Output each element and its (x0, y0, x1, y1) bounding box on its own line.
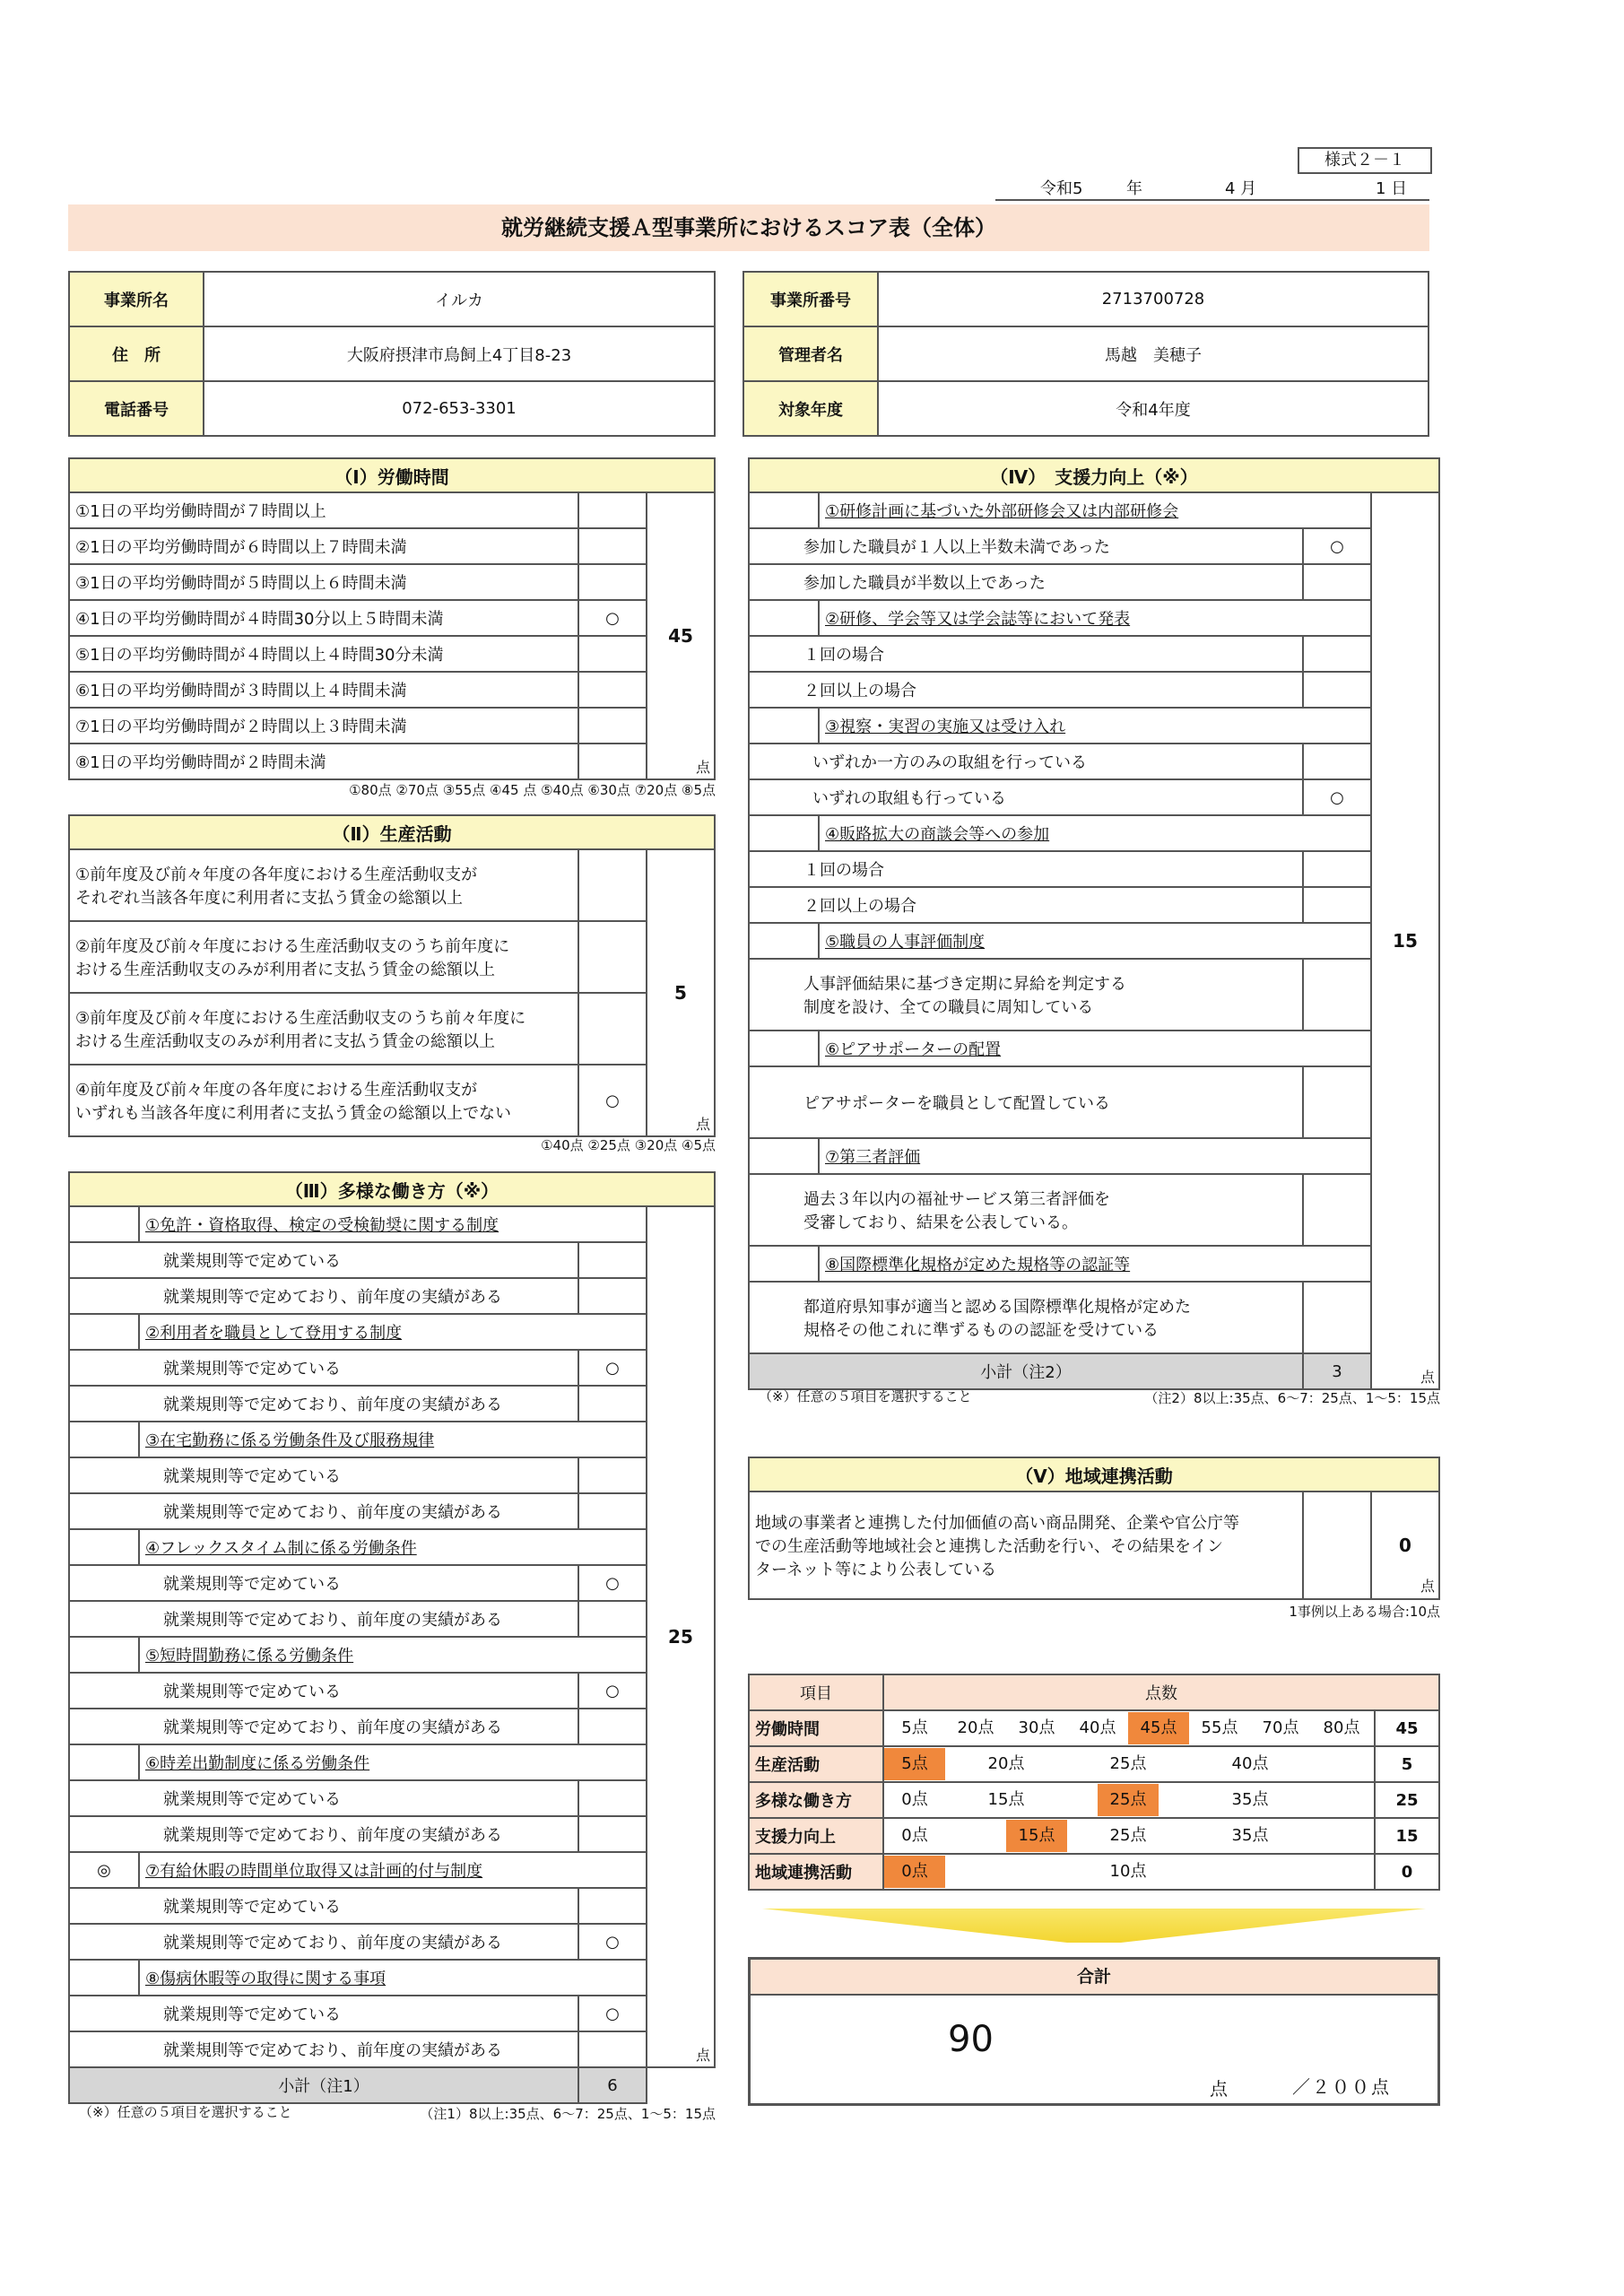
criteria-line: 規格その他これに準ずるものの認証を受けている (803, 1321, 1159, 1340)
section-note-left: （※）任意の５項目を選択すること (759, 1388, 972, 1405)
summary-option: 20点 (957, 1718, 994, 1737)
criteria-row (749, 959, 1303, 1031)
check-mark (1303, 1492, 1371, 1599)
total-value: 90 (948, 2019, 994, 2060)
section-note: ①40点 ②25点 ③20点 ④5点 (541, 1137, 716, 1153)
facility-number: 2713700728 (878, 272, 1429, 326)
info-label: 電話番号 (69, 381, 204, 436)
criteria-row: 就業規則等で定めており、前年度の実績がある (69, 1709, 578, 1744)
criteria-row: 就業規則等で定めている (69, 1565, 578, 1601)
check-mark (578, 1888, 647, 1924)
check-mark: ○ (578, 1065, 647, 1136)
section-note: ①80点 ②70点 ③55点 ④45 点 ⑤40点 ⑥30点 ⑦20点 ⑧5点 (349, 782, 716, 798)
total-unit: 点 (1210, 2078, 1228, 2100)
check-mark (1303, 636, 1371, 672)
criteria-row: 就業規則等で定めている (69, 1673, 578, 1709)
criteria-row: 就業規則等で定めている (69, 1780, 578, 1816)
criteria-row (749, 1492, 1303, 1599)
score-value: 5 (674, 982, 687, 1004)
criteria-line: いずれも当該各年度に利用者に支払う賃金の総額以上でない (75, 1104, 511, 1123)
criteria-line: での生産活動等地域社会と連携した活動を行い、その結果をイン (755, 1537, 1223, 1556)
date-line (995, 176, 1429, 201)
criteria-line: 制度を設け、全ての職員に周知している (803, 998, 1094, 1017)
criteria-row: 就業規則等で定めている (69, 1996, 578, 2031)
summary-option: 25点 (1109, 1754, 1147, 1773)
criteria-row: ⑧1日の平均労働時間が２時間未満 (69, 744, 578, 779)
section-working-hours (68, 457, 716, 780)
group-heading: ②利用者を職員として登用する制度 (139, 1314, 647, 1350)
criteria-row: 就業規則等で定めており、前年度の実績がある (69, 1601, 578, 1637)
section-note-right: （注2）8以上:35点、6～7：25点、1～5：15点 (1144, 1390, 1440, 1406)
summary-option-selected: 15点 (1006, 1820, 1067, 1852)
date-month: 4 月 (1225, 179, 1257, 198)
facility-phone: 072-653-3301 (204, 381, 715, 436)
check-mark (1303, 959, 1371, 1031)
group-heading: ③視察・実習の実施又は受け入れ (819, 708, 1371, 744)
criteria-line: ④前年度及び前々年度の各年度における生産活動収支が (75, 1081, 478, 1100)
subtotal-value: 3 (1303, 1353, 1371, 1389)
score-value: 15 (1393, 930, 1418, 952)
summary-total: 0 (1375, 1854, 1439, 1890)
summary-total: 5 (1375, 1746, 1439, 1782)
criteria-row: ２回以上の場合 (749, 887, 1303, 923)
criteria-row: ピアサポーターを職員として配置している (749, 1066, 1303, 1138)
check-mark: ○ (578, 1350, 647, 1386)
date-day: 1 日 (1376, 179, 1408, 198)
check-mark (578, 1780, 647, 1816)
criteria-line: ターネット等により公表している (755, 1561, 997, 1579)
summary-option-selected: 5点 (884, 1748, 945, 1780)
form-number: 様式２－１ (1298, 147, 1432, 174)
criteria-line: 受審しており、結果を公表している。 (803, 1213, 1078, 1232)
criteria-row: ⑥1日の平均労働時間が３時間以上４時間未満 (69, 672, 578, 708)
section-score (647, 1206, 715, 2067)
check-mark (578, 2031, 647, 2067)
info-label: 事業所番号 (743, 272, 878, 326)
criteria-line: ③前年度及び前々年度における生産活動収支のうち前々年度に (75, 1009, 526, 1028)
check-mark (1303, 564, 1371, 600)
facility-info-left (68, 271, 716, 437)
criteria-line: それぞれ当該各年度に利用者に支払う賃金の総額以上 (75, 889, 463, 908)
criteria-row: 就業規則等で定めている (69, 1242, 578, 1278)
score-value: 0 (1399, 1535, 1411, 1556)
group-heading: ⑧傷病休暇等の取得に関する事項 (139, 1960, 647, 1996)
criteria-row: １回の場合 (749, 636, 1303, 672)
summary-option: 0点 (901, 1826, 928, 1845)
check-mark (578, 708, 647, 744)
criteria-row: 就業規則等で定めている (69, 1457, 578, 1493)
score-value: 25 (668, 1626, 693, 1648)
info-label: 住 所 (69, 326, 204, 381)
summary-header-item: 項目 (749, 1674, 883, 1710)
group-heading: ②研修、学会等又は学会誌等において発表 (819, 600, 1371, 636)
section-support-capability (748, 457, 1440, 1390)
criteria-row (749, 1282, 1303, 1353)
summary-label: 労働時間 (749, 1710, 883, 1746)
section-diverse-work (68, 1171, 716, 2104)
criteria-row (749, 1174, 1303, 1246)
criteria-row: ２回以上の場合 (749, 672, 1303, 708)
check-mark (578, 492, 647, 528)
criteria-line: ①前年度及び前々年度の各年度における生産活動収支が (75, 865, 478, 884)
score-unit: 点 (695, 2047, 710, 2064)
check-mark (578, 528, 647, 564)
section-score (1371, 1492, 1439, 1599)
summary-options (883, 1818, 1375, 1854)
summary-options (883, 1854, 1375, 1890)
group-heading: ④フレックスタイム制に係る労働条件 (139, 1529, 647, 1565)
select-mark (69, 1637, 139, 1673)
check-mark (578, 672, 647, 708)
summary-total: 15 (1375, 1818, 1439, 1854)
summary-label: 生産活動 (749, 1746, 883, 1782)
check-mark (578, 564, 647, 600)
criteria-row: ③1日の平均労働時間が５時間以上６時間未満 (69, 564, 578, 600)
check-mark: ○ (578, 1673, 647, 1709)
check-mark (1303, 887, 1371, 923)
criteria-line: 都道府県知事が適当と認める国際標準化規格が定めた (803, 1298, 1191, 1317)
check-mark (578, 1601, 647, 1637)
section-title: （Ⅳ） 支援力向上（※） (749, 458, 1439, 492)
group-heading: ③在宅勤務に係る労働条件及び服務規律 (139, 1422, 647, 1457)
summary-total: 45 (1375, 1710, 1439, 1746)
group-heading: ⑤短時間勤務に係る労働条件 (139, 1637, 647, 1673)
total-box (748, 1957, 1440, 2106)
select-mark (69, 1422, 139, 1457)
summary-label: 地域連携活動 (749, 1854, 883, 1890)
check-mark (578, 993, 647, 1065)
summary-option-selected: 0点 (884, 1856, 945, 1888)
criteria-row: 就業規則等で定めている (69, 1888, 578, 1924)
summary-option: 55点 (1201, 1718, 1238, 1737)
score-value: 45 (668, 625, 693, 647)
criteria-row: １回の場合 (749, 851, 1303, 887)
criteria-row: 参加した職員が半数以上であった (749, 564, 1303, 600)
criteria-row: ④1日の平均労働時間が４時間30分以上５時間未満 (69, 600, 578, 636)
summary-option: 20点 (987, 1754, 1025, 1773)
check-mark (578, 1278, 647, 1314)
section-note-left: （※）任意の５項目を選択すること (79, 2104, 292, 2120)
manager-name: 馬越 美穂子 (878, 326, 1429, 381)
check-mark: ○ (1303, 528, 1371, 564)
summary-option: 30点 (1018, 1718, 1055, 1737)
group-heading: ①研修計画に基づいた外部研修会又は内部研修会 (819, 492, 1371, 528)
criteria-row: いずれの取組も行っている (749, 779, 1303, 815)
check-mark (1303, 1066, 1371, 1138)
facility-name: イルカ (204, 272, 715, 326)
section-note-right: （注1）8以上:35点、6～7：25点、1～5：15点 (420, 2106, 716, 2122)
summary-total: 25 (1375, 1782, 1439, 1818)
check-mark (1303, 744, 1371, 779)
score-summary (748, 1674, 1440, 1891)
criteria-line: 地域の事業者と連携した付加価値の高い商品開発、企業や官公庁等 (755, 1514, 1239, 1533)
criteria-row: 就業規則等で定めている (69, 1350, 578, 1386)
group-heading: ⑥時差出勤制度に係る労働条件 (139, 1744, 647, 1780)
criteria-row (69, 1065, 578, 1136)
summary-options (883, 1710, 1375, 1746)
section-title: （Ⅲ）多様な働き方（※） (69, 1172, 715, 1206)
criteria-row: いずれか一方のみの取組を行っている (749, 744, 1303, 779)
summary-option: 80点 (1323, 1718, 1360, 1737)
summary-option: 5点 (901, 1718, 928, 1737)
check-mark (578, 1493, 647, 1529)
summary-option: 0点 (901, 1790, 928, 1809)
section-community (748, 1457, 1440, 1600)
summary-option-selected: 45点 (1128, 1712, 1189, 1744)
criteria-row: 就業規則等で定めており、前年度の実績がある (69, 2031, 578, 2067)
check-mark (578, 1457, 647, 1493)
summary-option: 70点 (1262, 1718, 1299, 1737)
check-mark (1303, 851, 1371, 887)
total-label: 合計 (751, 1960, 1437, 1996)
criteria-row: 参加した職員が１人以上半数未満であった (749, 528, 1303, 564)
criteria-row (69, 993, 578, 1065)
facility-info-right (743, 271, 1429, 437)
summary-options (883, 1782, 1375, 1818)
summary-option: 35点 (1231, 1826, 1269, 1845)
criteria-row: 就業規則等で定めており、前年度の実績がある (69, 1278, 578, 1314)
total-max: ／２００点 (1292, 2076, 1391, 2098)
criteria-row: 就業規則等で定めており、前年度の実績がある (69, 1493, 578, 1529)
info-label: 事業所名 (69, 272, 204, 326)
score-unit: 点 (1420, 1578, 1435, 1595)
check-mark: ○ (578, 1924, 647, 1960)
check-mark (578, 1386, 647, 1422)
summary-option: 40点 (1231, 1754, 1269, 1773)
criteria-row (69, 849, 578, 921)
check-mark (578, 1242, 647, 1278)
section-title: （Ⅱ）生産活動 (69, 815, 715, 849)
criteria-line: おける生産活動収支のみが利用者に支払う賃金の総額以上 (75, 961, 495, 979)
section-score (1371, 492, 1439, 1389)
summary-option-selected: 25点 (1098, 1784, 1159, 1816)
facility-address: 大阪府摂津市鳥飼上4丁目8-23 (204, 326, 715, 381)
criteria-row: 就業規則等で定めており、前年度の実績がある (69, 1816, 578, 1852)
section-score (647, 849, 715, 1136)
summary-header-points: 点数 (883, 1674, 1439, 1710)
select-mark (69, 1960, 139, 1996)
score-unit: 点 (695, 759, 710, 776)
score-unit: 点 (695, 1116, 710, 1133)
criteria-line: ②前年度及び前々年度における生産活動収支のうち前年度に (75, 937, 510, 956)
group-heading: ⑦有給休暇の時間単位取得又は計画的付与制度 (139, 1852, 647, 1888)
check-mark: ○ (578, 1565, 647, 1601)
subtotal-value: 6 (578, 2067, 647, 2103)
check-mark (578, 1709, 647, 1744)
criteria-line: 人事評価結果に基づき定期に昇給を判定する (803, 975, 1126, 994)
criteria-row: ①1日の平均労働時間が７時間以上 (69, 492, 578, 528)
select-mark: ◎ (69, 1852, 139, 1888)
info-label: 対象年度 (743, 381, 878, 436)
page-title: 就労継続支援Ａ型事業所におけるスコア表（全体） (68, 204, 1429, 251)
subtotal-label: 小計（注2） (749, 1353, 1303, 1389)
criteria-row: ②1日の平均労働時間が６時間以上７時間未満 (69, 528, 578, 564)
date-era-year: 令和5 (1040, 179, 1083, 198)
info-label: 管理者名 (743, 326, 878, 381)
select-mark (69, 1206, 139, 1242)
check-mark (578, 849, 647, 921)
summary-option: 25点 (1109, 1826, 1147, 1845)
check-mark (1303, 1282, 1371, 1353)
group-heading: ⑥ピアサポーターの配置 (819, 1031, 1371, 1066)
section-title: （Ⅴ）地域連携活動 (749, 1457, 1439, 1492)
criteria-row: 就業規則等で定めており、前年度の実績がある (69, 1924, 578, 1960)
check-mark (578, 744, 647, 779)
check-mark: ○ (578, 1996, 647, 2031)
criteria-line: 過去３年以内の福祉サービス第三者評価を (803, 1190, 1110, 1209)
group-heading: ①免許・資格取得、検定の受検勧奨に関する制度 (139, 1206, 647, 1242)
summary-option: 10点 (1109, 1862, 1147, 1881)
check-mark (1303, 672, 1371, 708)
check-mark (578, 636, 647, 672)
summary-option: 35点 (1231, 1790, 1269, 1809)
summary-label: 支援力向上 (749, 1818, 883, 1854)
section-note: 1事例以上ある場合:10点 (1289, 1604, 1440, 1620)
criteria-line: おける生産活動収支のみが利用者に支払う賃金の総額以上 (75, 1032, 495, 1051)
subtotal-label: 小計（注1） (69, 2067, 578, 2103)
group-heading: ⑤職員の人事評価制度 (819, 923, 1371, 959)
check-mark (1303, 1174, 1371, 1246)
select-mark (69, 1314, 139, 1350)
group-heading: ⑦第三者評価 (819, 1138, 1371, 1174)
score-unit: 点 (1420, 1369, 1435, 1386)
criteria-row: 就業規則等で定めており、前年度の実績がある (69, 1386, 578, 1422)
target-year: 令和4年度 (878, 381, 1429, 436)
criteria-row: ⑦1日の平均労働時間が２時間以上３時間未満 (69, 708, 578, 744)
criteria-row (69, 921, 578, 993)
summary-option: 40点 (1079, 1718, 1116, 1737)
section-score (647, 492, 715, 779)
check-mark (578, 921, 647, 993)
down-arrow-icon (762, 1901, 1426, 1946)
check-mark: ○ (1303, 779, 1371, 815)
criteria-row: ⑤1日の平均労働時間が４時間以上４時間30分未満 (69, 636, 578, 672)
section-title: （Ⅰ）労働時間 (69, 458, 715, 492)
check-mark (578, 1816, 647, 1852)
summary-label: 多様な働き方 (749, 1782, 883, 1818)
section-production (68, 814, 716, 1137)
summary-option: 15点 (987, 1790, 1025, 1809)
summary-options (883, 1746, 1375, 1782)
date-year-unit: 年 (1126, 179, 1142, 198)
group-heading: ⑧国際標準化規格が定めた規格等の認証等 (819, 1246, 1371, 1282)
select-mark (69, 1744, 139, 1780)
check-mark: ○ (578, 600, 647, 636)
group-heading: ④販路拡大の商談会等への参加 (819, 815, 1371, 851)
select-mark (69, 1529, 139, 1565)
